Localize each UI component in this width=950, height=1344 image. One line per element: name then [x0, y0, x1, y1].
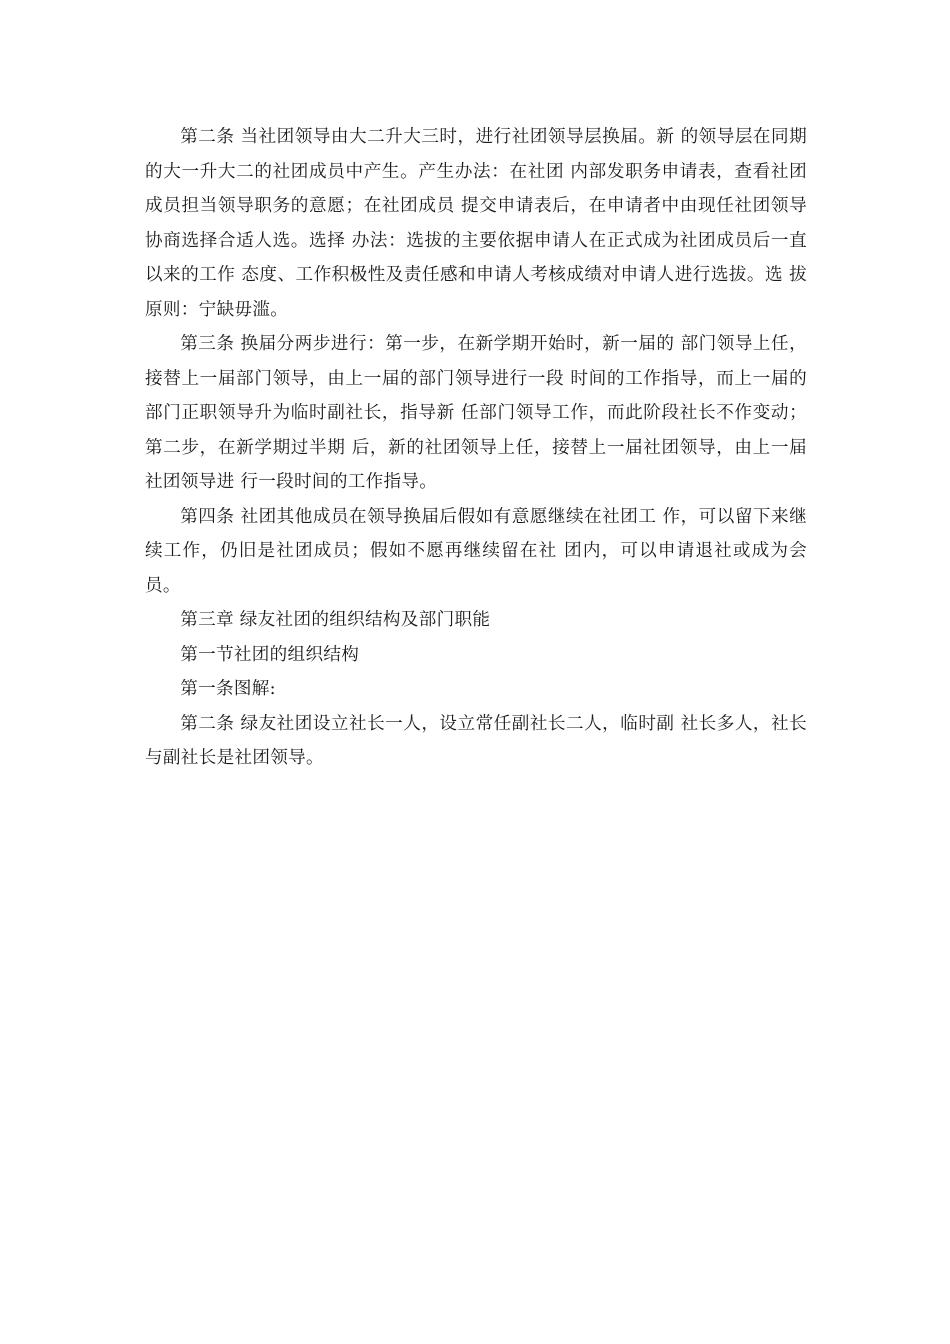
paragraph-article-1-diagram: 第一条图解: — [180, 679, 276, 699]
paragraph-article-3-two-steps: 第三条 换届分两步进行：第一步，在新学期开始时，新一届的 部门领导上任，接替上一届部门领导，由上一届的部门领导进行一段 时间的工作指导，而上一届的部门正职领导升为临时副社长，指导新 任部门领导工作，而此阶段社长不作变动；第二步，在新学期过半期 后，新的社团领导上任，接替上一届社团领导，由上一届社团领导进 行一段时间的工作指导。 — [145, 334, 807, 492]
paragraph-article-2-succession: 第二条 当社团领导由大二升大三时，进行社团领导层换届。新 的领导层在同期的大一升大二的社团成员中产生。产生办法：在社团 内部发职务申请表，查看社团成员担当领导职务的意愿；在社团成员 提交申请表后，在申请者中由现任社团领导协商选择合适人选。选择 办法：选拔的主要依据申请人在正式成为社团成员后一直以来的工作 态度、工作积极性及责任感和申请人考核成绩对申请人进行选拔。选 拔原则：宁缺毋滥。 — [145, 127, 807, 320]
document-body — [145, 120, 807, 776]
paragraph-article-4-other-members: 第四条 社团其他成员在领导换届后假如有意愿继续在社团工 作，可以留下来继续工作，仍旧是社团成员；假如不愿再继续留在社 团内，可以申请退社或成为会员。 — [145, 506, 807, 596]
chapter-3-heading: 第三章 绿友社团的组织结构及部门职能 — [180, 610, 491, 630]
section-1-heading: 第一节社团的组织结构 — [180, 644, 360, 665]
paragraph-article-2-leadership: 第二条 绿友社团设立社长一人，设立常任副社长二人，临时副 社长多人，社长与副社长是社团领导。 — [145, 713, 807, 768]
